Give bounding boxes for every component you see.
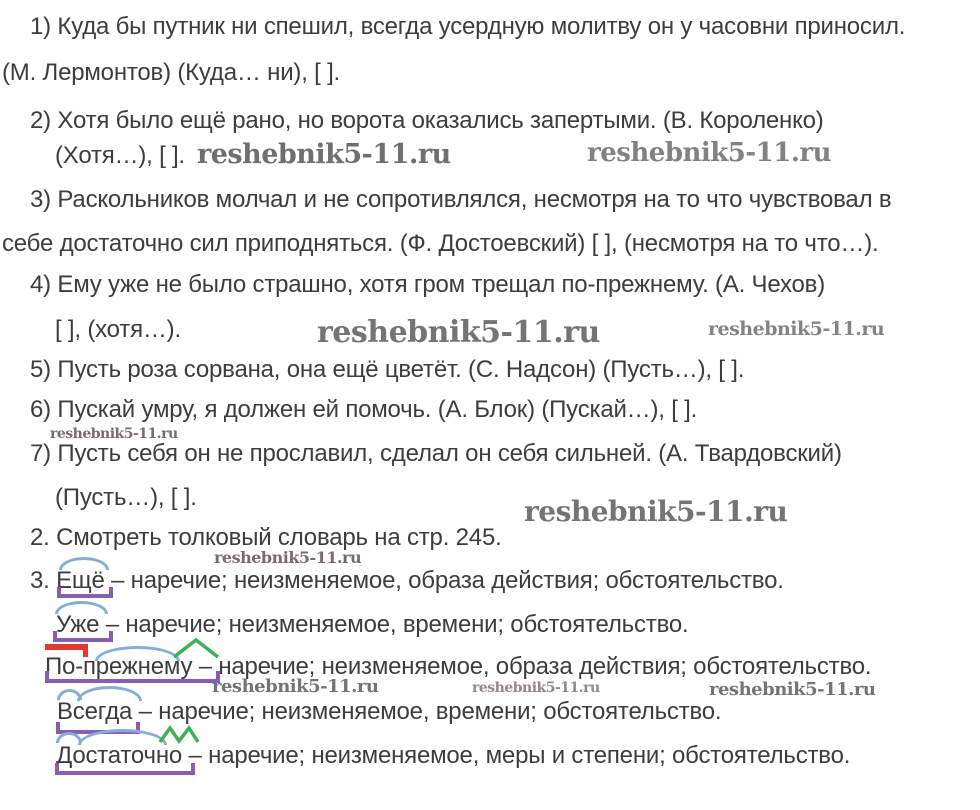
prefix-mark-icon (45, 644, 88, 657)
sentence-6-line: 6) Пускай умру, я должен ей помочь. (А. Блок) (Пускай…), [ ]. (30, 396, 698, 423)
watermark: reshebnik5-11.ru (317, 315, 600, 350)
sentence-5-line: 5) Пусть роза сорвана, она ещё цветёт. (С. Надсон) (Пусть…), [ ]. (30, 356, 745, 383)
sentence-2-line-2: (Хотя…), [ ]. (55, 142, 185, 169)
sentence-4-line-1: 4) Ему уже не было страшно, хотя гром трещал по-прежнему. (А. Чехов) (30, 271, 825, 298)
sentence-2-line-1: 2) Хотя было ещё рано, но ворота оказались запертыми. (В. Короленко) (30, 107, 824, 134)
root-arc-icon (77, 686, 142, 701)
watermark: reshebnik5-11.ru (212, 676, 379, 697)
analysis-line-vsegda: Всегда – наречие; неизменяемое, времени; обстоятельство. (57, 698, 722, 725)
base-bracket-icon (53, 631, 113, 642)
sentence-7-line-1: 7) Пусть себя он не прославил, сделал он себя сильней. (А. Твардовский) (30, 440, 842, 467)
suffix-mark-icon (158, 724, 200, 744)
sentence-4-line-2: [ ], (хотя…). (55, 316, 181, 343)
sentence-7-line-2: (Пусть…), [ ]. (55, 484, 197, 511)
analysis-line-po-prezhnemu: По-прежнему – наречие; неизменяемое, образа действия; обстоятельство. (45, 653, 872, 680)
root-arc-icon (95, 646, 180, 661)
root-arc-icon (59, 557, 109, 570)
task-2-line: 2. Смотреть толковый словарь на стр. 245. (30, 524, 502, 551)
suffix-mark-icon (172, 637, 220, 659)
watermark: reshebnik5-11.ru (587, 138, 832, 168)
root-arc-icon (55, 601, 108, 614)
base-bracket-icon (57, 587, 113, 598)
watermark: reshebnik5-11.ru (214, 548, 362, 567)
analysis-line-dostatochno: Достаточно – наречие; неизменяемое, меры и степени; обстоятельство. (56, 742, 851, 769)
base-bracket-icon (55, 763, 195, 775)
analysis-line-eshchyo: 3. Ещё – наречие; неизменяемое, образа действия; обстоятельство. (30, 567, 784, 594)
base-bracket-icon (45, 671, 220, 683)
sentence-3-line-2: себе достаточно сил приподняться. (Ф. Достоевский) [ ], (несмотря на то что…). (2, 230, 879, 257)
watermark: reshebnik5-11.ru (524, 495, 788, 528)
watermark: reshebnik5-11.ru (709, 679, 876, 700)
watermark: reshebnik5-11.ru (50, 426, 178, 442)
watermark: reshebnik5-11.ru (197, 139, 451, 170)
watermark: reshebnik5-11.ru (708, 318, 885, 340)
sentence-1-line-2: (М. Лермонтов) (Куда… ни), [ ]. (2, 59, 341, 86)
analysis-line-uzhe: Уже – наречие; неизменяемое, времени; обстоятельство. (56, 611, 689, 638)
watermark: reshebnik5-11.ru (472, 680, 600, 696)
sentence-3-line-1: 3) Раскольников молчал и не сопротивлялся, несмотря на то что чувствовал в (30, 186, 892, 213)
sentence-1-line-1: 1) Куда бы путник ни спешил, всегда усердную молитву он у часовни приносил. (30, 13, 906, 40)
